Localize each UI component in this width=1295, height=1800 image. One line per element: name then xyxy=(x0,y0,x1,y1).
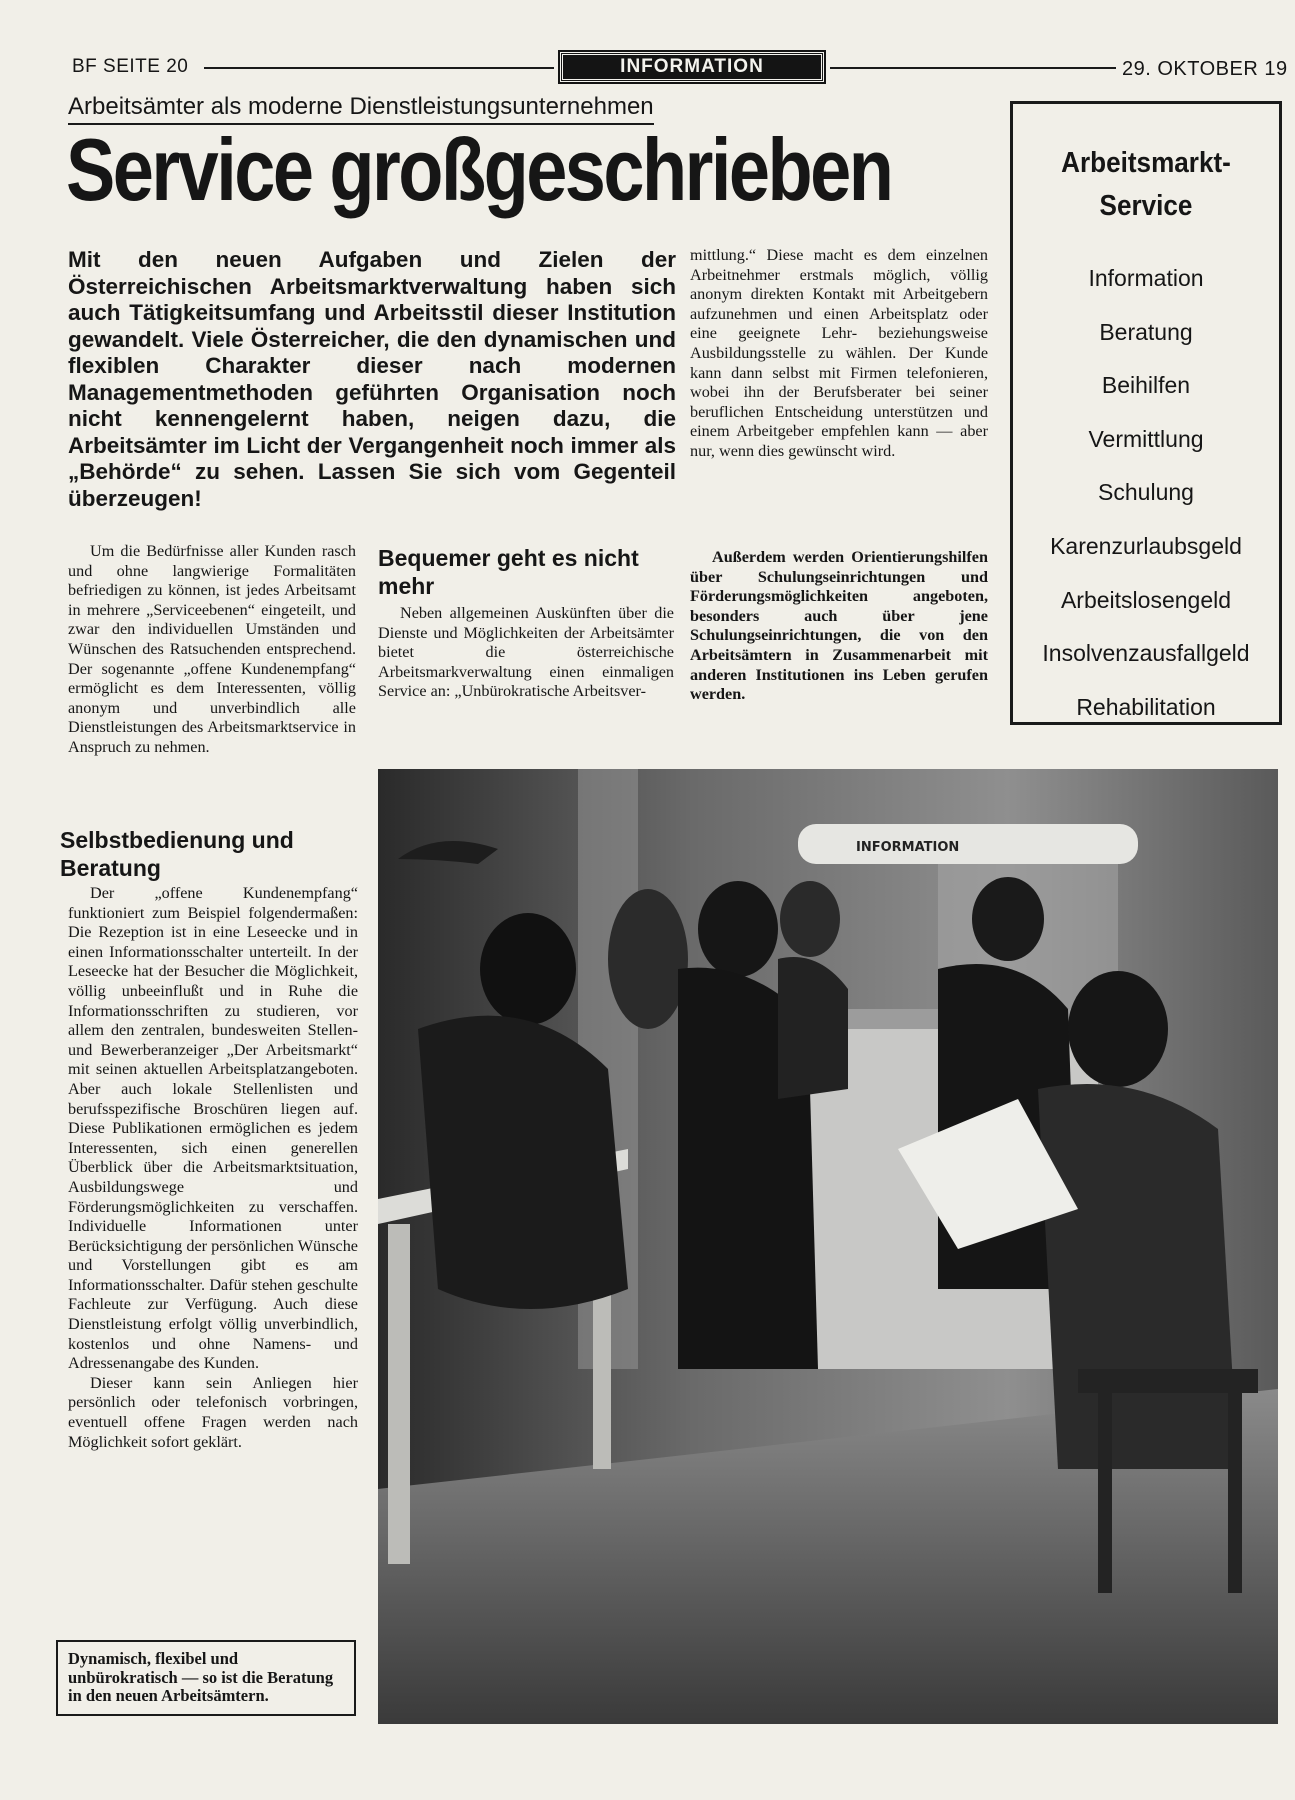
service-item: Beratung xyxy=(1099,318,1193,345)
body-column-1 xyxy=(68,542,356,758)
service-list xyxy=(1013,252,1279,734)
article-lead: Mit den neuen Aufgaben und Zielen der Österreichischen Arbeitsmarktverwaltung haben sich auch Tätigkeitsumfang und Arbeitsstil dieser Institution gewandelt. Viele Österreicher, die den dynamischen und flexiblen Charakter dieser nach modernen Managementmethoden geführten Organisation noch nicht kennengelernt haben, neigen dazu, die Arbeitsämter im Licht der Vergangenheit noch immer als „Behörde“ zu sehen. Lassen Sie sich vom Gegenteil überzeugen! xyxy=(68,247,676,511)
page-number: BF SEITE 20 xyxy=(72,56,189,77)
service-item: Rehabilitation xyxy=(1076,693,1216,720)
subhead-bequemer xyxy=(378,544,668,600)
body-column-3 xyxy=(690,246,988,462)
subhead-selbstbedienung xyxy=(60,826,360,882)
office-photo-illustration xyxy=(378,769,1278,1724)
paragraph: Außerdem werden Orientierungshilfen über Schulungseinrichtungen und Förderungsmöglichkeiten angeboten, besonders auch über jene Schulungseinrichtungen, die von den Arbeitsämtern in Zusammenarbeit mit anderen Institutionen ins Leben gerufen werden. xyxy=(690,548,988,704)
service-box-title: Arbeitsmarkt-Service xyxy=(1061,147,1231,222)
office-photo xyxy=(378,769,1278,1724)
service-item: Vermittlung xyxy=(1088,425,1204,452)
service-item: Beihilfen xyxy=(1101,372,1191,399)
article-headline: Service großgeschrieben xyxy=(66,120,892,219)
paragraph: Der „offene Kundenempfang“ funktioniert zum Beispiel folgendermaßen: Die Rezeption ist in eine Leseecke und in einen Informationsschalter unterteilt. In der Leseecke hat der Besucher die Möglichkeit, völlig unbeeinflußt und in Ruhe die Informationsschriften zu studieren, vor allem den zentralen, bundesweiten Stellen- und Bewerberanzeiger „Der Arbeitsmarkt“ mit seinen aktuellen Arbeitsplatzangeboten. Aber auch lokale Stellenlisten und berufsspezifische Broschüren liegen auf. Diese Publikationen ermöglichen es jedem Interessenten, sich einen generellen Überblick über die Arbeitsmarktsituation, Ausbildungswege und Förderungsmöglichkeiten zu verschaffen. Individuelle Informationen unter Berücksichtigung der persönlichen Wünsche und Vorstellungen gibt es am Informationsschalter. Dafür stehen geschulte Fachleute zur Verfügung. Auch diese Dienstleistung erfolgt völlig unverbindlich, kostenlos und ohne Namens- und Adressenangabe des Kunden. xyxy=(68,884,358,1373)
paragraph: mittlung.“ Diese macht es dem einzelnen Arbeitnehmer erstmals möglich, völlig anonym direkten Kontakt mit Arbeitgebern aufzunehmen und einen Arbeitsplatz oder eine geeignete Lehr- beziehungsweise Ausbildungsstelle zu wählen. Der Kunde kann dann selbst mit Firmen telefonieren, wobei ihn der Berufsberater bei seiner beruflichen Entscheidung unterstützen und einem Arbeitgeber empfehlen kann — aber nur, wenn dies gewünscht wird. xyxy=(690,246,988,460)
body-column-2 xyxy=(378,604,674,702)
service-item: Information xyxy=(1088,265,1204,291)
service-item: Insolvenzausfallgeld xyxy=(1042,640,1250,667)
photo-caption: Dynamisch, flexibel und unbürokratisch — so ist die Beratung in den neuen Arbeitsämtern. xyxy=(56,1640,356,1716)
section-label: INFORMATION xyxy=(560,52,824,82)
issue-date: 29. OKTOBER 19 xyxy=(1122,58,1288,80)
service-box xyxy=(1010,101,1282,725)
header-rule-left xyxy=(204,67,554,69)
subhead: Bequemer geht es nicht mehr xyxy=(378,545,639,599)
subhead: Selbstbedienung und Beratung xyxy=(60,827,294,881)
information-sign-text: INFORMATION xyxy=(856,840,960,855)
paragraph: Um die Bedürfnisse aller Kunden rasch und ohne langwierige Formalitäten befriedigen zu können, ist jedes Arbeitsamt in mehrere „Serviceebenen“ eingeteilt, und zwar den individuellen Umständen und Wünschen des Ratsuchenden entsprechend. Der sogenannte „offene Kundenempfang“ ermöglicht es dem Interessenten, völlig anonym und unverbindlich alle Dienstleistungen des Arbeitsmarktservice in Anspruch zu nehmen. xyxy=(68,542,356,756)
service-item: Karenzurlaubsgeld xyxy=(1050,532,1242,559)
service-item: Schulung xyxy=(1098,479,1194,506)
body-column-1-continued xyxy=(68,884,358,1452)
service-item: Arbeitslosengeld xyxy=(1060,586,1232,613)
paragraph: Neben allgemeinen Auskünften über die Dienste und Möglichkeiten der Arbeitsämter bietet die österreichische Arbeitsmarkverwaltung einen einmaligen Service an: „Unbürokratische Arbeitsver- xyxy=(378,604,674,701)
paragraph: Dieser kann sein Anliegen hier persönlich oder telefonisch vorbringen, eventuell offene Fragen werden nach Möglichkeit sofort geklärt. xyxy=(68,1373,358,1451)
body-column-3-bold xyxy=(690,548,988,705)
header-rule-right xyxy=(830,67,1116,69)
article-kicker: Arbeitsämter als moderne Dienstleistungsunternehmen xyxy=(68,93,654,125)
